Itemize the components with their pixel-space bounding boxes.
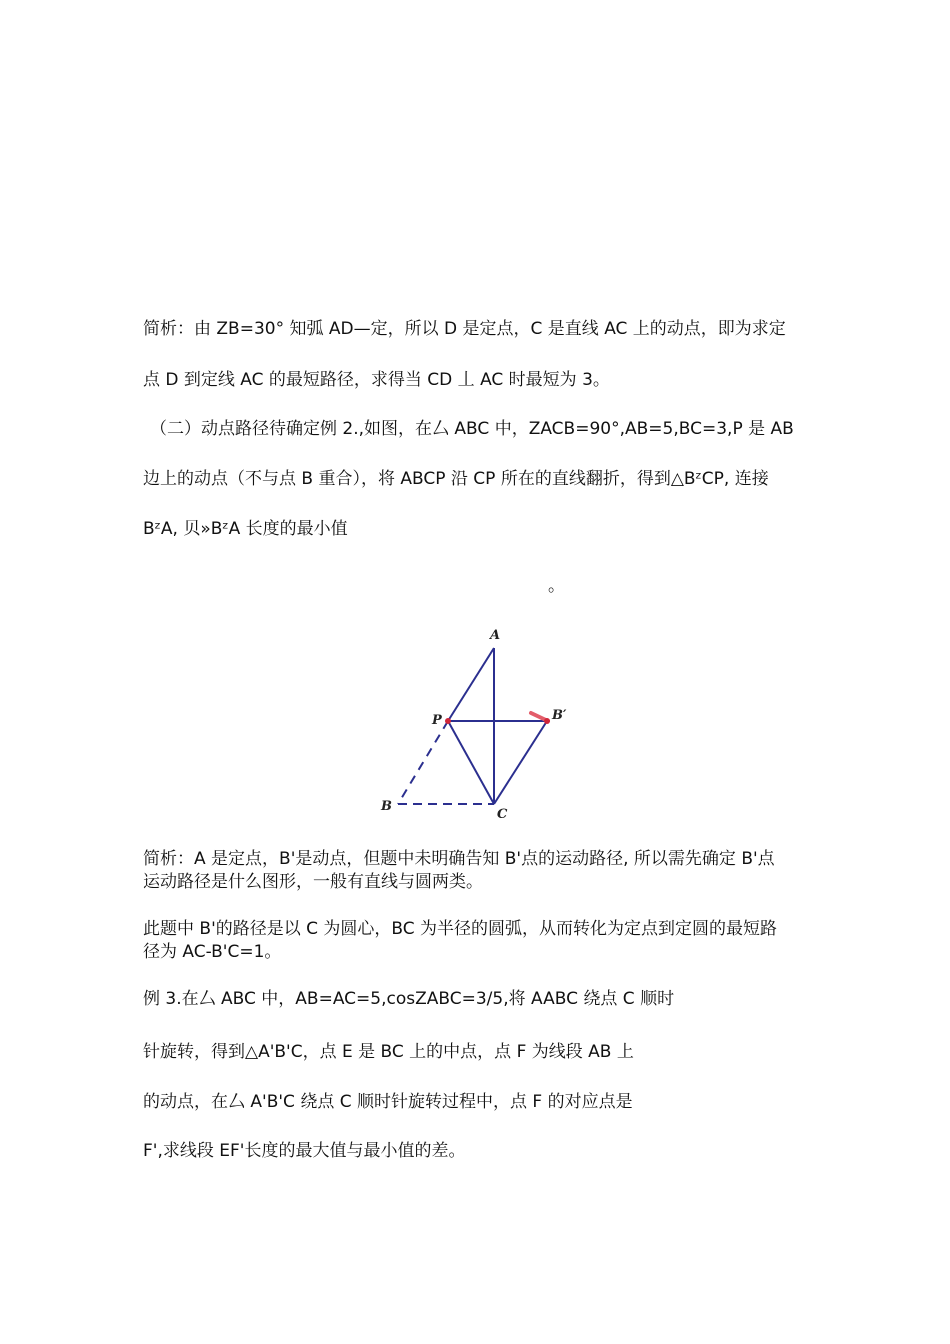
triangle-fold-diagram: [370, 620, 590, 825]
text-line-3: （二）动点路径待确定例 2.,如图，在厶 ABC 中，ZACB=90°,AB=5,BC=3,P 是 AB: [150, 419, 794, 439]
text-line-4: 边上的动点（不与点 B 重合），将 ABCP 沿 CP 所在的直线翻折，得到△BᶻCP, 连接: [143, 469, 769, 489]
text-line-13: 的动点，在厶 A'B'C 绕点 C 顺时针旋转过程中，点 F 的对应点是: [143, 1092, 633, 1112]
label-C: C: [497, 807, 508, 822]
geometry-figure: [370, 620, 590, 825]
text-line-6: 。: [548, 576, 565, 596]
text-line-10: 径为 AC-B'C=1。: [143, 942, 282, 962]
label-B: B: [381, 799, 392, 814]
text-line-5: BᶻA, 贝»BᶻA 长度的最小值: [143, 519, 348, 539]
point-B-prime: [544, 718, 550, 724]
text-line-7: 简析：A 是定点，B'是动点，但题中未明确告知 B'点的运动路径, 所以需先确定 B'点: [143, 849, 775, 869]
label-P: P: [432, 713, 442, 728]
segment-PC: [448, 721, 494, 804]
label-B-prime: B′: [552, 708, 567, 723]
text-line-12: 针旋转，得到△A'B'C，点 E 是 BC 上的中点，点 F 为线段 AB 上: [143, 1042, 634, 1062]
text-line-9: 此题中 B'的路径是以 C 为圆心，BC 为半径的圆弧，从而转化为定点到定圆的最短路: [143, 919, 778, 939]
text-line-11: 例 3.在厶 ABC 中，AB=AC=5,cosZABC=3/5,将 AABC 绕点 C 顺时: [143, 989, 675, 1009]
text-line-14: F',求线段 EF'长度的最大值与最小值的差。: [143, 1141, 466, 1161]
text-line-1: 简析：由 ZB=30° 知弧 AD—定，所以 D 是定点，C 是直线 AC 上的动点，即为求定: [143, 319, 786, 339]
label-A: A: [490, 628, 501, 643]
segment-PB-dashed: [398, 721, 448, 804]
point-P: [445, 718, 451, 724]
segment-B-prime-C: [494, 721, 547, 804]
text-line-2: 点 D 到定线 AC 的最短路径，求得当 CD 丄 AC 时最短为 3。: [143, 370, 610, 390]
segment-AP: [448, 648, 494, 721]
text-line-8: 运动路径是什么图形，一般有直线与圆两类。: [143, 872, 483, 892]
